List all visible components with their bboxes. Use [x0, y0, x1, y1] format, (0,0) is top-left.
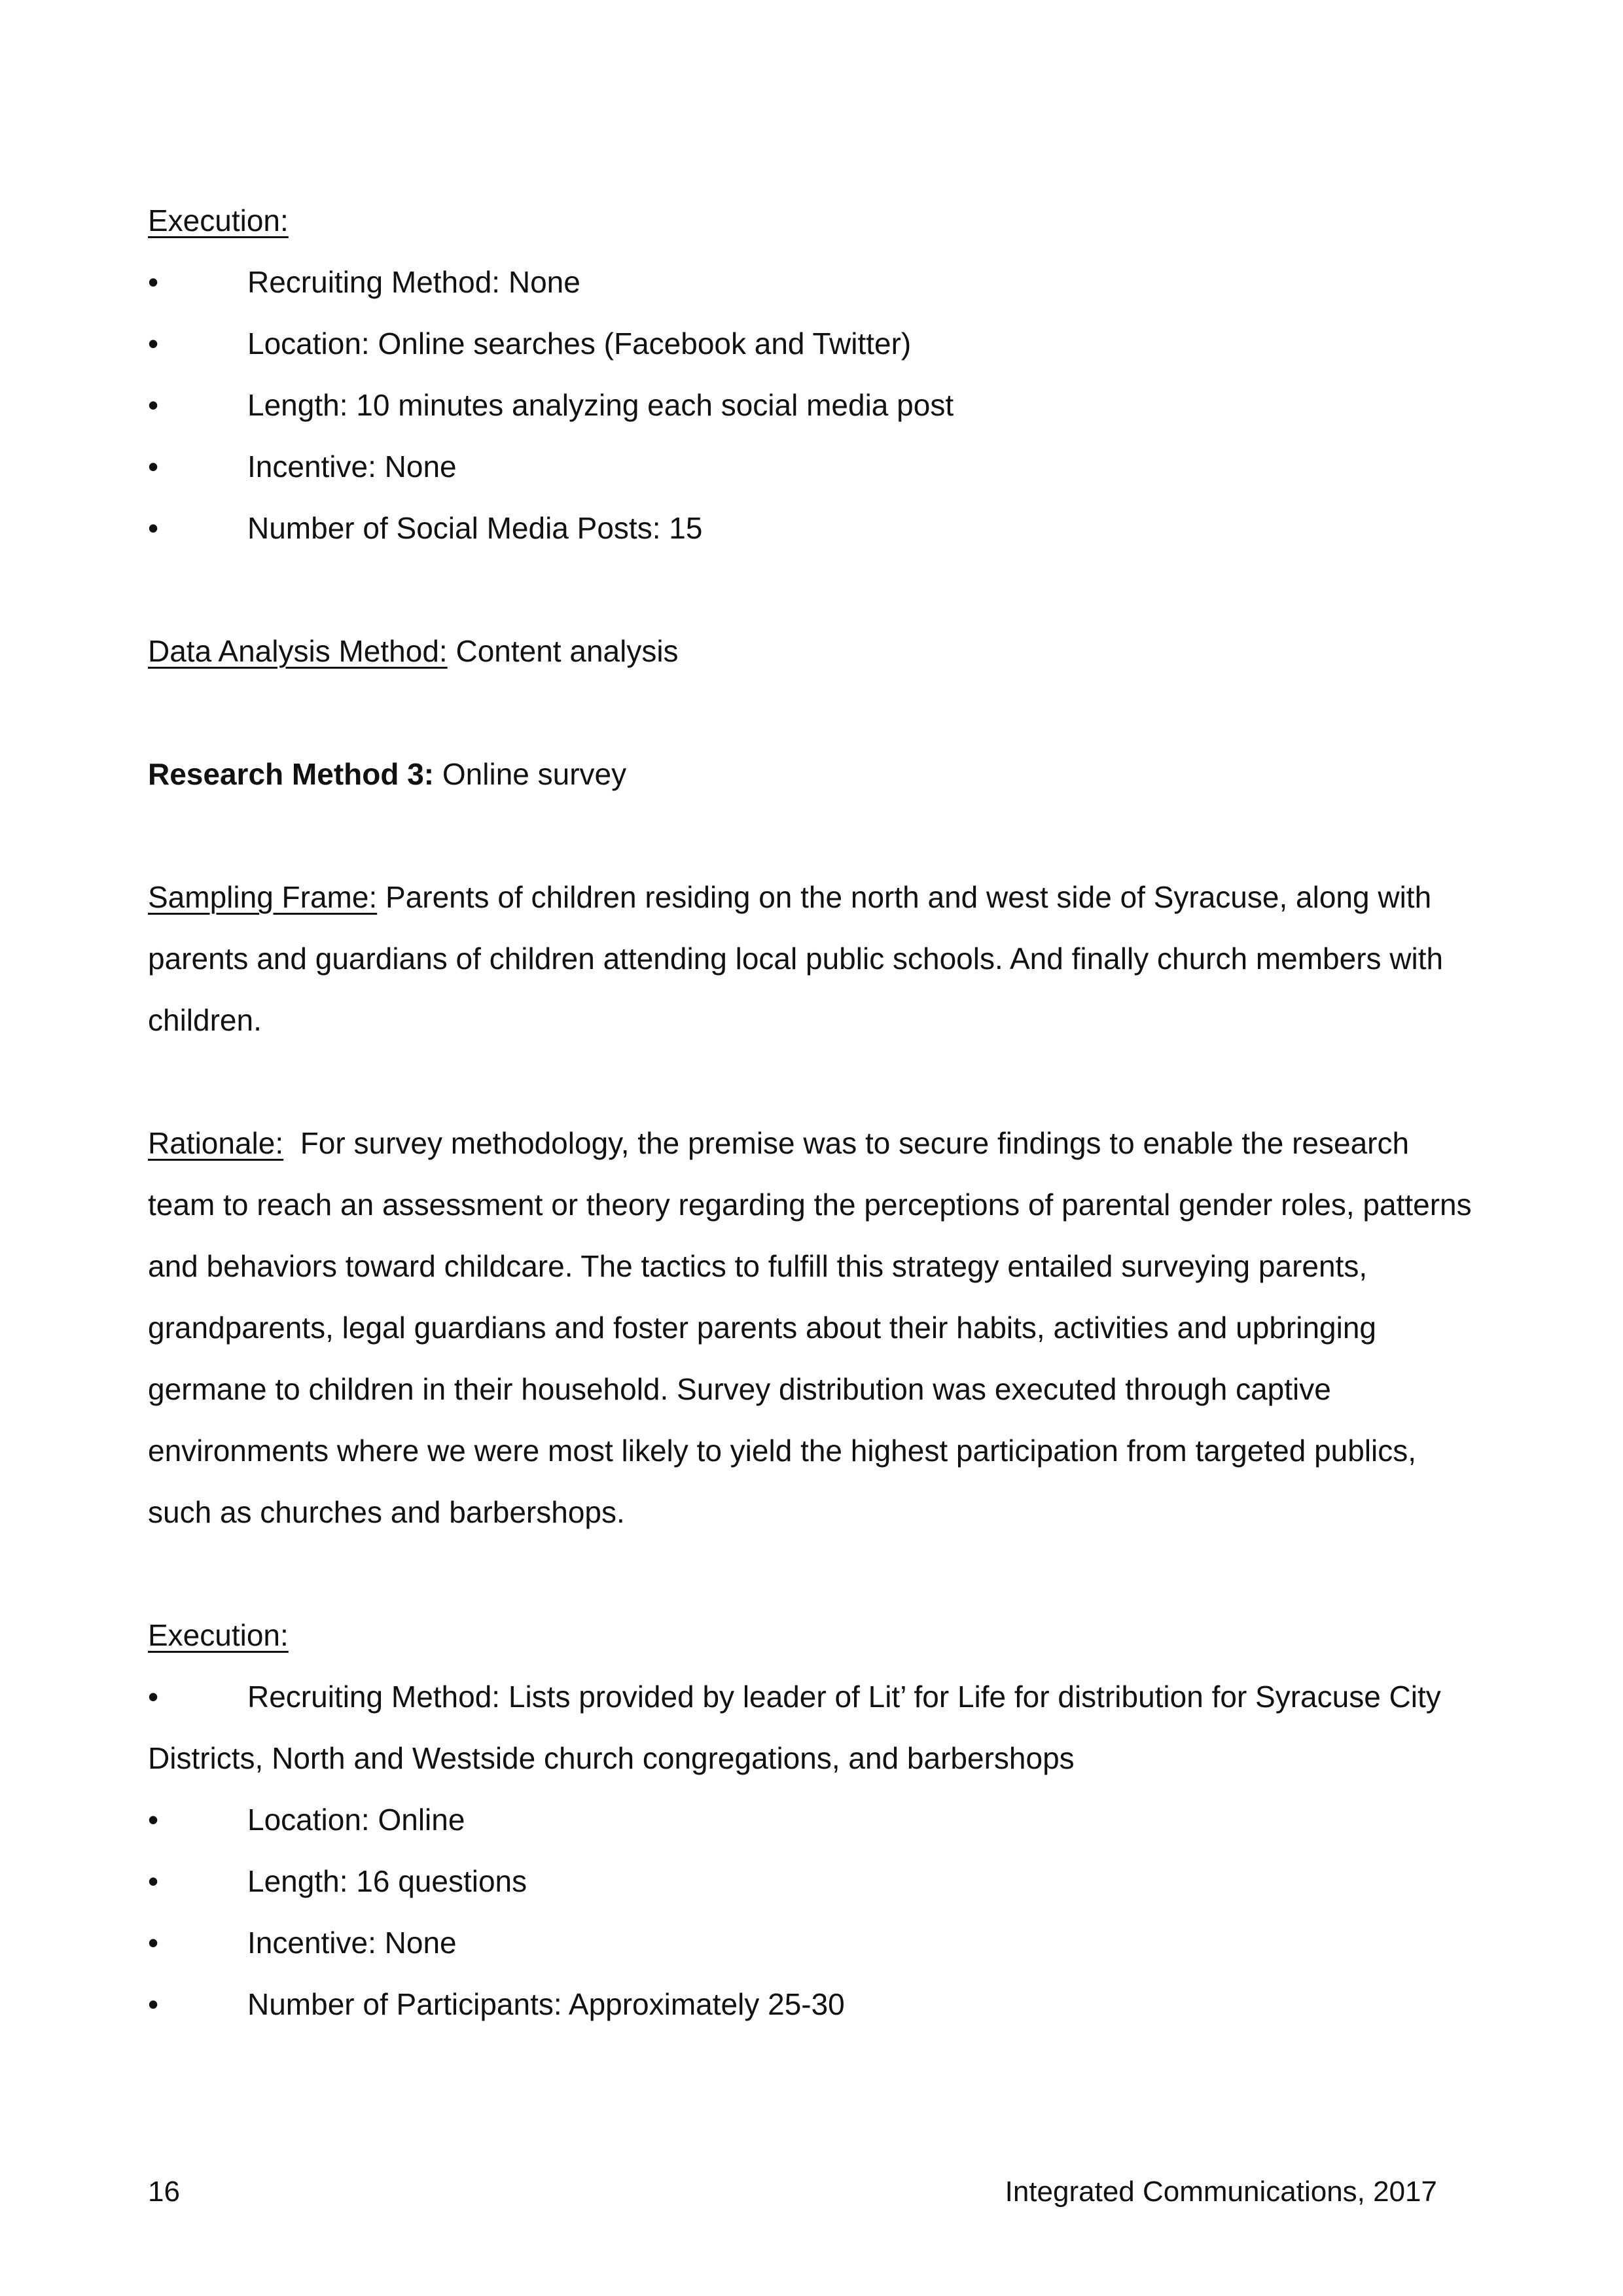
execution-heading: [148, 1604, 1483, 1666]
spacer: [148, 559, 1483, 620]
bullet-dot: •: [148, 511, 159, 545]
bullet-item: [148, 251, 1483, 313]
bullet-text: Number of Participants: Approximately 25-30: [247, 1987, 845, 2021]
bullet-dot: •: [148, 388, 159, 422]
bullet-text: Length: 10 minutes analyzing each social media post: [247, 388, 954, 422]
bullet-dot: •: [148, 265, 159, 299]
data-analysis-value: Content analysis: [447, 634, 679, 668]
spacer: [148, 1051, 1483, 1112]
bullet-text: Number of Social Media Posts: 15: [247, 511, 703, 545]
bullet-item: [148, 497, 1483, 559]
rationale-label: Rationale:: [148, 1126, 284, 1160]
bullet-text: Location: Online: [247, 1803, 465, 1837]
bullet-text: Recruiting Method: None: [247, 265, 580, 299]
footer-title: Integrated Communications, 2017: [1005, 2176, 1437, 2208]
bullet-text: Recruiting Method: Lists provided by leader of Lit’ for Life for distribution for Syracuse City Districts, North and Westside church congregations, and barbershops: [148, 1680, 1441, 1775]
bullet-item-recruiting: [148, 1666, 1483, 1789]
page-body: [148, 190, 1483, 2035]
research-method-paragraph: [148, 743, 1483, 805]
bullet-text: Location: Online searches (Facebook and Twitter): [247, 327, 912, 361]
rationale-text: For survey methodology, the premise was to secure findings to enable the research team to reach an assessment or theory regarding the perceptions of parental gender roles, patterns and behaviors toward childcare. The tactics to fulfill this strategy entailed surveying parents, grandparents, legal guardians and foster parents about their habits, activities and upbringing germane to children in their household. Survey distribution was executed through captive environments where we were most likely to yield the highest participation from targeted publics, such as churches and barbershops.: [148, 1126, 1480, 1529]
bullet-dot: •: [148, 1803, 159, 1837]
sampling-frame-paragraph: [148, 866, 1483, 1051]
page-footer: [148, 2172, 1437, 2212]
bullet-item: [148, 374, 1483, 436]
data-analysis-paragraph: [148, 620, 1483, 682]
bullet-dot: •: [148, 327, 159, 361]
data-analysis-label: Data Analysis Method:: [148, 634, 448, 668]
bullet-item: [148, 1973, 1483, 2035]
bullet-item: [148, 1789, 1483, 1850]
bullet-item: [148, 313, 1483, 374]
bullet-dot: •: [148, 1987, 159, 2021]
sampling-frame-label: Sampling Frame:: [148, 880, 378, 914]
bullet-item: [148, 436, 1483, 497]
bullet-item: [148, 1912, 1483, 1973]
bullet-text: Incentive: None: [247, 1926, 457, 1960]
research-method-label: Research Method 3:: [148, 757, 435, 791]
bullet-dot: •: [148, 1926, 159, 1960]
bullet-text: Incentive: None: [247, 450, 457, 484]
bullet-item: [148, 1850, 1483, 1912]
page-number: 16: [148, 2176, 180, 2208]
spacer: [148, 1543, 1483, 1604]
bullet-text: Length: 16 questions: [247, 1864, 527, 1898]
spacer: [148, 682, 1483, 743]
sampling-frame-text: Parents of children residing on the north and west side of Syracuse, along with parents and guardians of children attending local public schools. And finally church members with children.: [148, 880, 1444, 1037]
bullet-dot: •: [148, 1680, 159, 1714]
execution-heading: [148, 190, 1483, 251]
execution-heading-text: Execution:: [148, 203, 289, 238]
rationale-paragraph: [148, 1112, 1483, 1543]
bullet-dot: •: [148, 450, 159, 484]
execution-heading-text: Execution:: [148, 1618, 289, 1652]
bullet-dot: •: [148, 1864, 159, 1898]
research-method-value: Online survey: [434, 757, 627, 791]
spacer: [148, 805, 1483, 866]
